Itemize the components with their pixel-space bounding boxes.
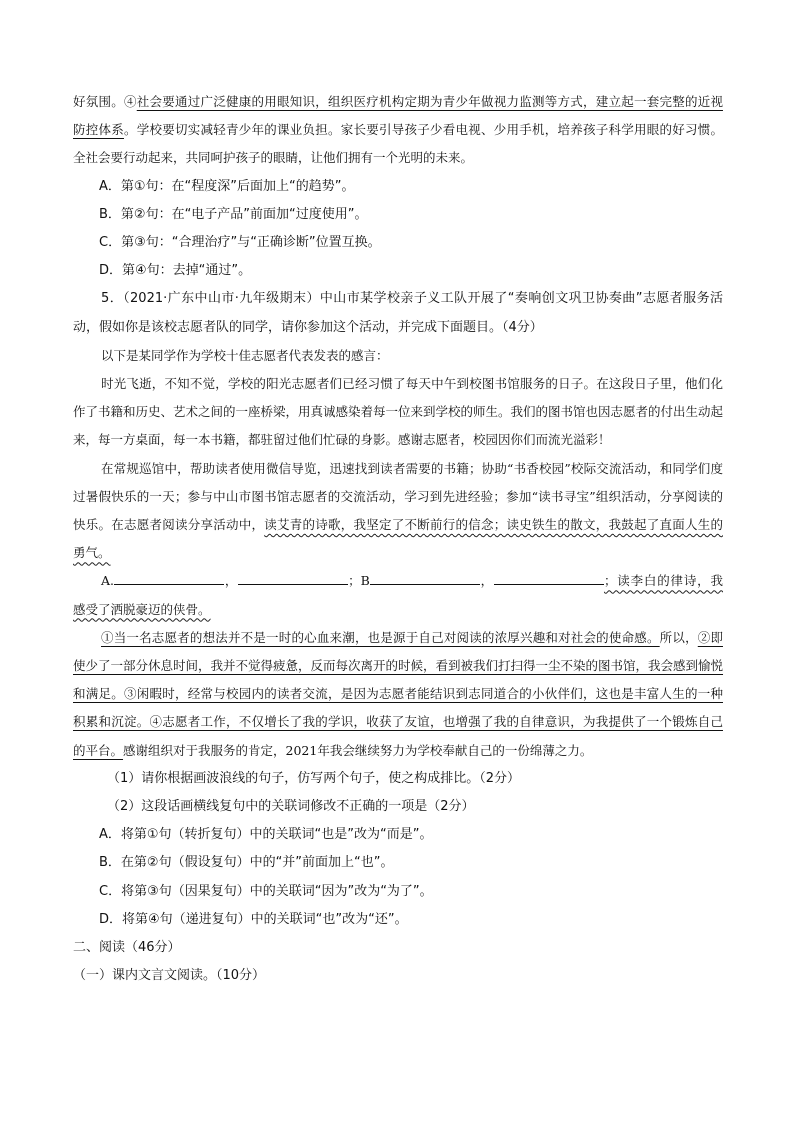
- q5-stem: 5．（2021·广东中山市·九年级期末）中山市某学校亲子义工队开展了“奏响创文巩卫协奏曲”志愿者服务活动，假如你是该校志愿者队的同学，请你参加这个活动，并完成下面题目。（4分）: [73, 291, 723, 335]
- q5-option-c: C．将第③句（因果复句）中的关联词“因为”改为“为了”。: [99, 883, 433, 899]
- q5-option-b: B．在第②句（假设复句）中的“并”前面加上“也”。: [99, 855, 394, 871]
- exam-page: [73, 88, 723, 990]
- q5-paragraph-3: [73, 624, 723, 765]
- q5-para2-wavy: 读艾青的诗歌，我坚定了不断前行的信念；读史铁生的散文，我鼓起了直面人生的勇气。: [73, 517, 723, 561]
- q4-option-b: B．第②句：在“电子产品”前面加“过度使用”。: [99, 206, 368, 222]
- q4-tail-start: 好氛围。: [73, 94, 124, 109]
- section-2-heading: 二、阅读（46分）: [73, 940, 181, 956]
- fill-blank-b1[interactable]: [370, 570, 480, 585]
- q5-para3-tail: 感谢组织对于我服务的肯定，2021年我会继续努力为学校奉献自己的一份绵薄之力。: [123, 742, 593, 758]
- q4-option-d: D．第④句：去掉“通过”。: [99, 263, 252, 279]
- q5-subquestion-2: （2）这段话画横线复句中的关联词修改不正确的一项是（2分）: [107, 799, 475, 815]
- q5-sentence-1: ①当一名志愿者的想法并不是一时的心血来潮，也是源于自己对阅读的浓厚兴趣和对社会的使命感。: [101, 629, 660, 645]
- q5-fill-in-line: [73, 567, 723, 623]
- q4-sentence4-number: ④: [124, 94, 137, 109]
- fill-blank-a1[interactable]: [114, 570, 224, 585]
- fill-comma-2: ，: [479, 573, 494, 589]
- q5-intro: 以下是某同学作为学校十佳志愿者代表发表的感言：: [101, 347, 389, 363]
- q4-passage-tail: [73, 88, 723, 173]
- q4-option-c: C．第③句：“合理治疗”与“正确诊断”位置互换。: [99, 235, 381, 251]
- subsection-1-heading: （一）课内文言文阅读。（10分）: [73, 968, 266, 984]
- fill-line-end: ；读李白的律诗，我感受了洒脱豪迈的侠骨。: [73, 573, 723, 617]
- q5-subquestion-1: （1）请你根据画波浪线的句子，仿写两个句子，使之构成排比。（2分）: [107, 770, 521, 786]
- q5-sentence-3: ③闲暇时，经常与校园内的读者交流，是因为志愿者能结识到志同道合的小伙伴们，这也是丰富人生的一种积累和沉淀。: [73, 686, 723, 730]
- fill-comma-1: ，: [224, 573, 239, 589]
- q5-transition-1: 所以，: [659, 629, 698, 645]
- q5-sentence-2: ②即使少了一部分休息时间，我并不觉得疲惫，反而每次离开的时候，看到被我们打扫得一尘不染的图书馆，我会感到愉悦和满足。: [73, 629, 724, 702]
- fill-label-b: ；B: [348, 573, 370, 589]
- q4-sentence4: 社会要通过广泛健康的用眼知识，组织医疗机构定期为青少年做视力监测等方式，建立起一套完整的近视防控体系: [73, 94, 723, 138]
- q5-option-a: A．将第①句（转折复句）中的关联词“也是”改为“而是”。: [99, 827, 433, 843]
- q5-sentence-4: ④志愿者工作，不仅增长了我的学识，收获了友谊，也增强了我的自律意识，为我提供了一个锻炼自己的平台。: [73, 714, 723, 758]
- q5-paragraph-2: [73, 455, 723, 568]
- fill-blank-a2[interactable]: [238, 570, 348, 585]
- fill-blank-b2[interactable]: [494, 570, 604, 585]
- q5-para2-plain: 在常规巡馆中，帮助读者使用微信导览，迅速找到读者需要的书籍；协助“书香校园”校际交流活动，和同学们度过暑假快乐的一天；参与中山市图书馆志愿者的交流活动，学习到先进经验；参加“读书寻宝”组织活动，分享阅读的快乐。在志愿者阅读分享活动中，: [73, 460, 723, 533]
- fill-label-a: A.: [101, 573, 115, 589]
- q5-option-d: D．将第④句（递进复句）中的关联词“也”改为“还”。: [99, 911, 408, 927]
- q5-paragraph-1: 时光飞逝，不知不觉，学校的阳光志愿者们已经习惯了每天中午到校图书馆服务的日子。在这段日子里，他们化作了书籍和历史、艺术之间的一座桥梁，用真诚感染着每一位来到学校的师生。我们的图书馆也因志愿者的付出生动起来，每一方桌面，每一本书籍，都驻留过他们忙碌的身影。感谢志愿者，校园因你们而流光溢彩！: [73, 376, 724, 448]
- q4-option-a: A．第①句：在“程度深”后面加上“的趋势”。: [99, 178, 355, 194]
- q4-tail-rest: 。学校要切实减轻青少年的课业负担。家长要引导孩子少看电视、少用手机，培养孩子科学用眼的好习惯。全社会要行动起来，共同呵护孩子的眼睛，让他们拥有一个光明的未来。: [73, 122, 723, 166]
